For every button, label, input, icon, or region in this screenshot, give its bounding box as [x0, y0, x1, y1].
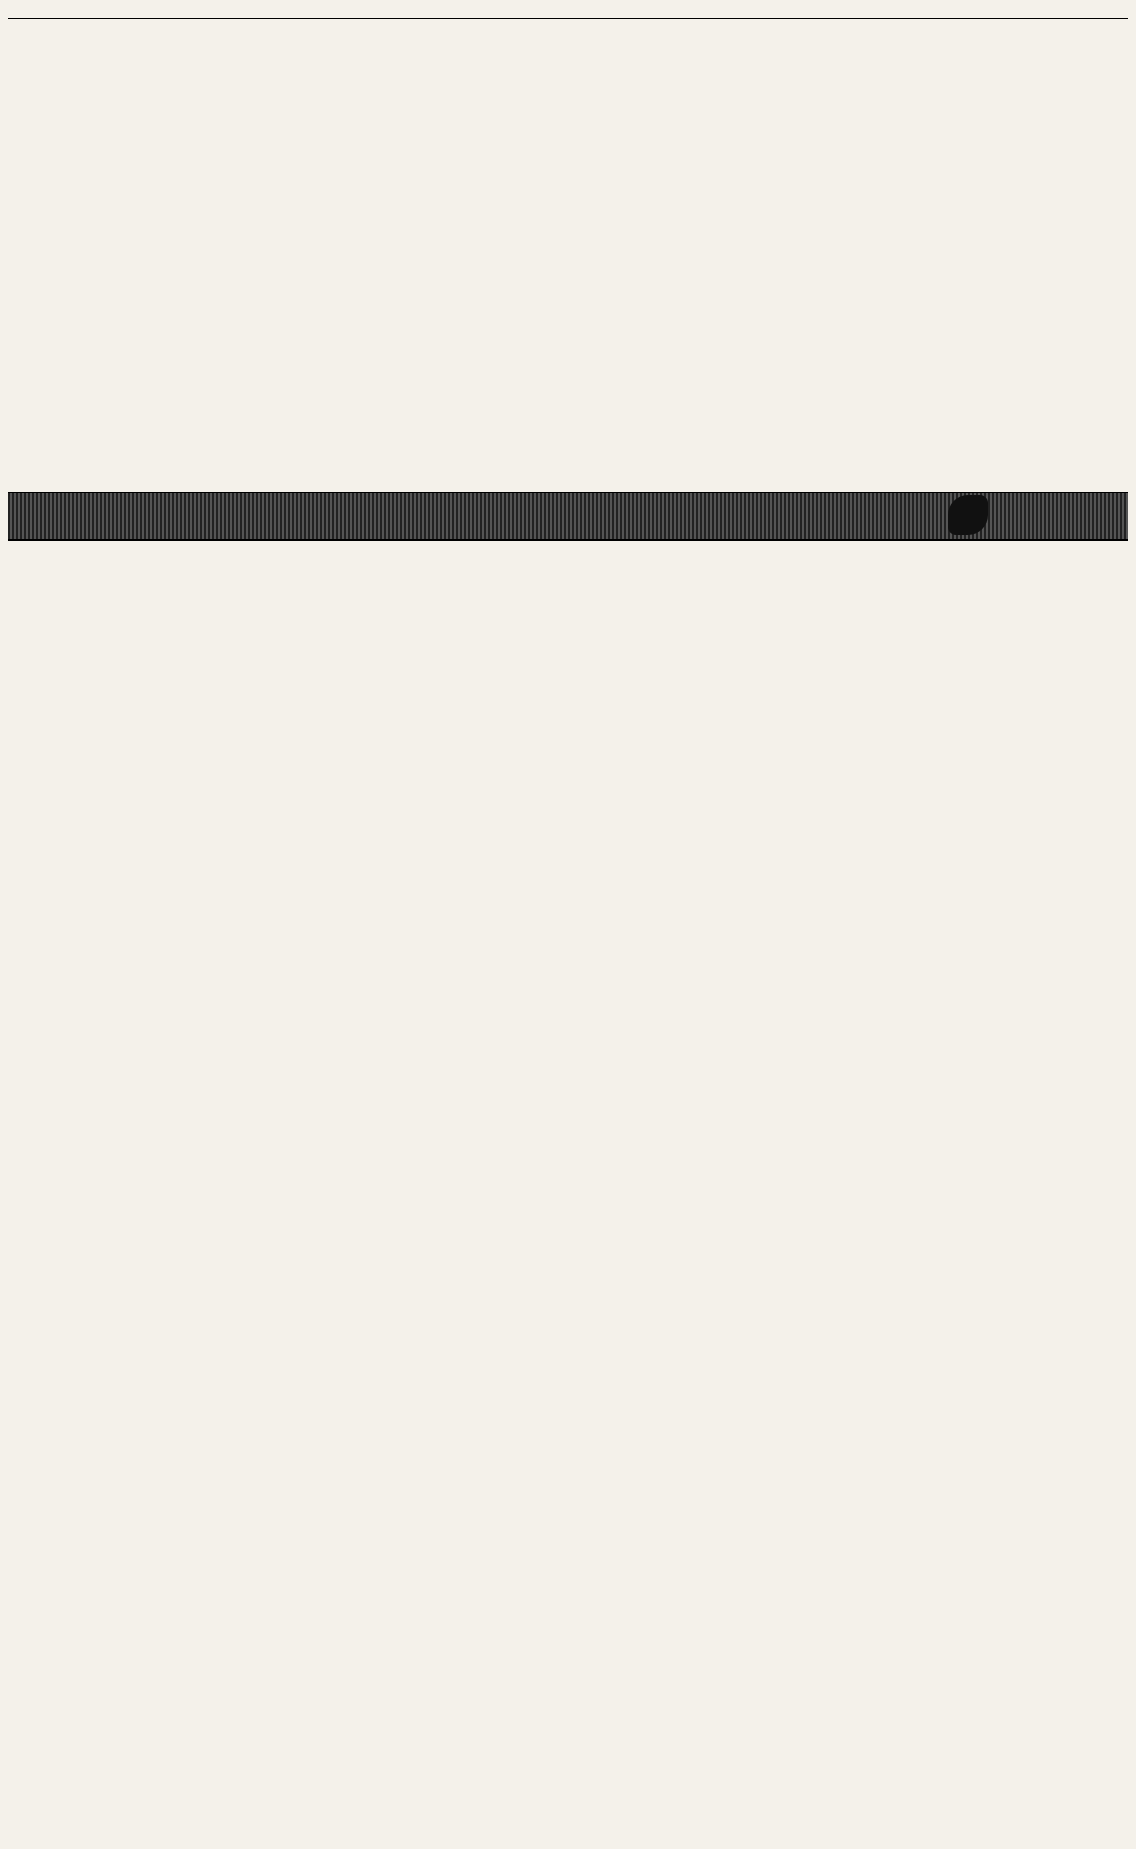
service-directory	[8, 553, 1128, 1837]
deadlines-line	[8, 540, 1128, 541]
page-header	[8, 4, 1128, 16]
home-service-guide-banner	[8, 492, 1128, 540]
pointing-hand-icon	[948, 495, 988, 535]
classified-top-section	[8, 18, 1128, 489]
